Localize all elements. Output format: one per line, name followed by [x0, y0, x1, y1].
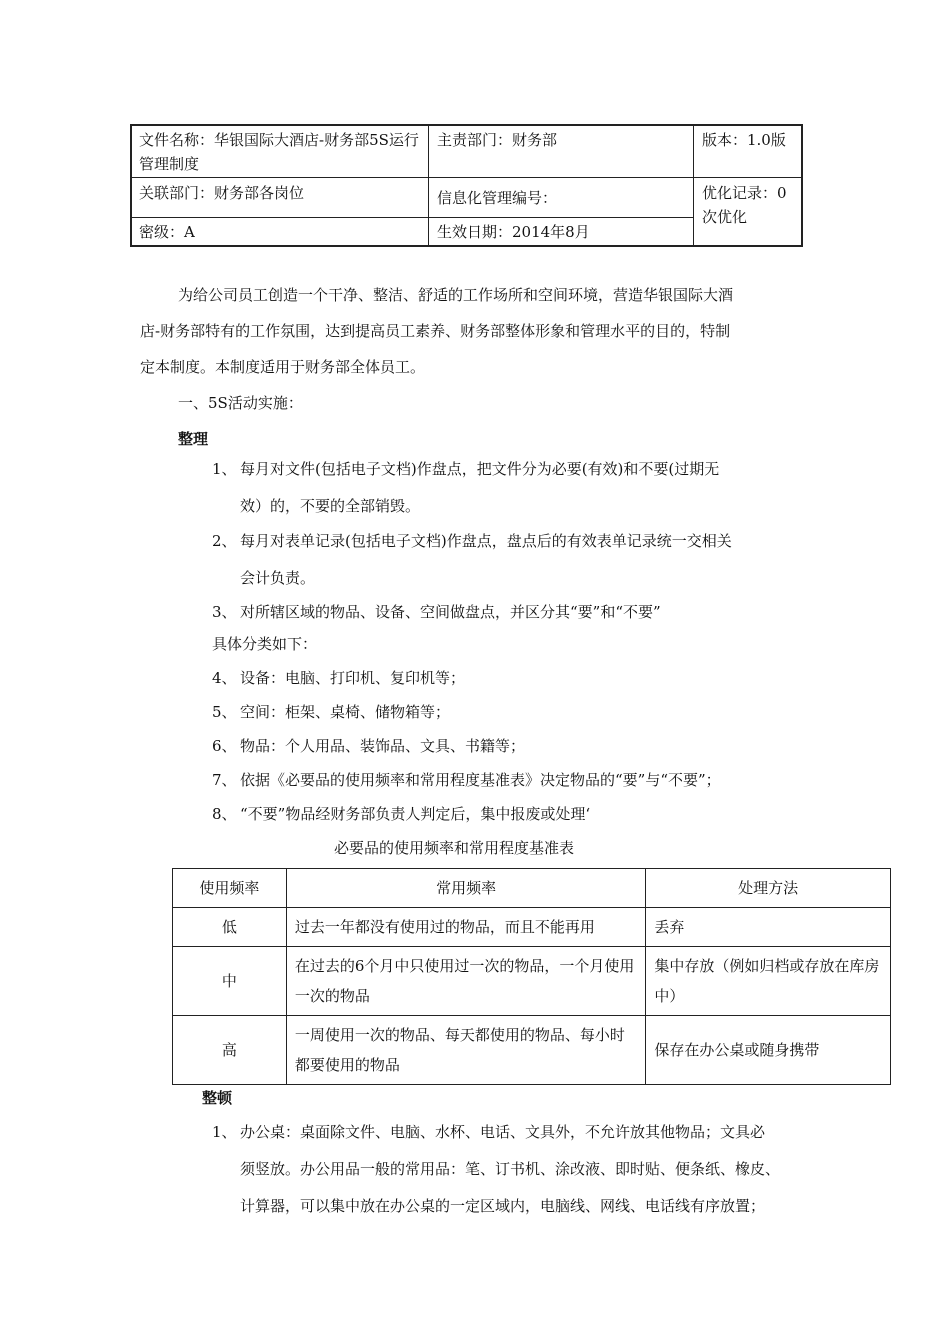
frequency-table	[172, 868, 891, 1085]
sort-item-2-text-cont: 会计负责。	[240, 569, 316, 587]
header-handling-method: 处理方法	[646, 869, 891, 908]
arrange-heading: 整顿	[202, 1089, 233, 1107]
arrange-item-1-text: 办公桌：桌面除文件、电脑、水杯、电话、文具外，不允许放其他物品；文具必	[240, 1123, 766, 1141]
related-dept-cell: 关联部门：财务部各岗位	[130, 177, 429, 218]
sort-item-1-num: 1、	[212, 460, 237, 478]
header-info-table	[130, 124, 803, 247]
intro-line-1: 为给公司员工创造一个干净、整洁、舒适的工作场所和空间环境，营造华银国际大酒	[178, 286, 734, 304]
row-mid-level: 中	[173, 947, 287, 1016]
row-high-desc: 一周使用一次的物品、每天都使用的物品、每小时都要使用的物品	[286, 1016, 645, 1085]
sort-item-8-num: 8、	[212, 805, 237, 823]
table-row	[173, 908, 891, 947]
header-common-frequency: 常用频率	[286, 869, 645, 908]
sort-item-2-text: 每月对表单记录(包括电子文档)作盘点，盘点后的有效表单记录统一交相关	[240, 532, 732, 550]
table-header-row	[173, 869, 891, 908]
effective-date-cell: 生效日期：2014年8月	[428, 217, 694, 247]
file-name-cell: 文件名称：华银国际大酒店-财务部5S运行管理制度	[130, 124, 429, 178]
table-row	[173, 947, 891, 1016]
row-low-level: 低	[173, 908, 287, 947]
section-1-title: 一、5S活动实施：	[178, 394, 303, 412]
sort-item-4-num: 4、	[212, 669, 237, 687]
main-dept-cell: 主责部门：财务部	[428, 124, 694, 178]
sort-item-3-num: 3、	[212, 603, 237, 621]
row-mid-method: 集中存放（例如归档或存放在库房中）	[646, 947, 891, 1016]
row-low-desc: 过去一年都没有使用过的物品，而且不能再用	[286, 908, 645, 947]
intro-line-2: 店-财务部特有的工作氛围，达到提高员工素养、财务部整体形象和管理水平的目的，特制	[140, 322, 731, 340]
sort-item-5-text: 空间：柜架、桌椅、储物箱等；	[240, 703, 451, 721]
arrange-item-1-num: 1、	[212, 1123, 237, 1141]
sort-item-3-text: 对所辖区域的物品、设备、空间做盘点，并区分其“要”和“不要”	[240, 603, 661, 621]
classify-label: 具体分类如下：	[212, 635, 318, 653]
sort-item-6-text: 物品：个人用品、装饰品、文具、书籍等；	[240, 737, 526, 755]
arrange-item-1-text-cont-2: 计算器，可以集中放在办公桌的一定区域内，电脑线、网线、电话线有序放置；	[240, 1197, 766, 1215]
sort-item-5-num: 5、	[212, 703, 237, 721]
row-high-level: 高	[173, 1016, 287, 1085]
arrange-item-1-text-cont-1: 须竖放。办公用品一般的常用品：笔、订书机、涂改液、即时贴、便条纸、橡皮、	[240, 1160, 781, 1178]
sort-item-6-num: 6、	[212, 737, 237, 755]
version-cell: 版本：1.0版	[693, 124, 803, 178]
intro-line-3: 定本制度。本制度适用于财务部全体员工。	[140, 358, 426, 376]
sort-item-1-text: 每月对文件(包括电子文档)作盘点，把文件分为必要(有效)和不要(过期无	[240, 460, 720, 478]
table-row	[173, 1016, 891, 1085]
row-high-method: 保存在办公桌或随身携带	[646, 1016, 891, 1085]
header-usage-frequency: 使用频率	[173, 869, 287, 908]
sort-item-8-text: “不要”物品经财务部负责人判定后，集中报废或处理‘	[240, 805, 591, 823]
sort-item-7-text: 依据《必要品的使用频率和常用程度基准表》决定物品的“要”与“不要”；	[240, 771, 721, 789]
info-code-cell: 信息化管理编号：	[428, 177, 694, 218]
optimize-record-cell: 优化记录：0次优化	[693, 177, 803, 247]
sort-item-1-text-cont: 效）的，不要的全部销毁。	[240, 497, 421, 515]
row-mid-desc: 在过去的6个月中只使用过一次的物品，一个月使用一次的物品	[286, 947, 645, 1016]
sort-heading: 整理	[178, 430, 209, 448]
sort-item-7-num: 7、	[212, 771, 237, 789]
sort-item-2-num: 2、	[212, 532, 237, 550]
sort-item-4-text: 设备：电脑、打印机、复印机等；	[240, 669, 466, 687]
row-low-method: 丢弃	[646, 908, 891, 947]
freq-table-caption: 必要品的使用频率和常用程度基准表	[334, 839, 575, 857]
secret-level-cell: 密级：A	[130, 217, 429, 247]
